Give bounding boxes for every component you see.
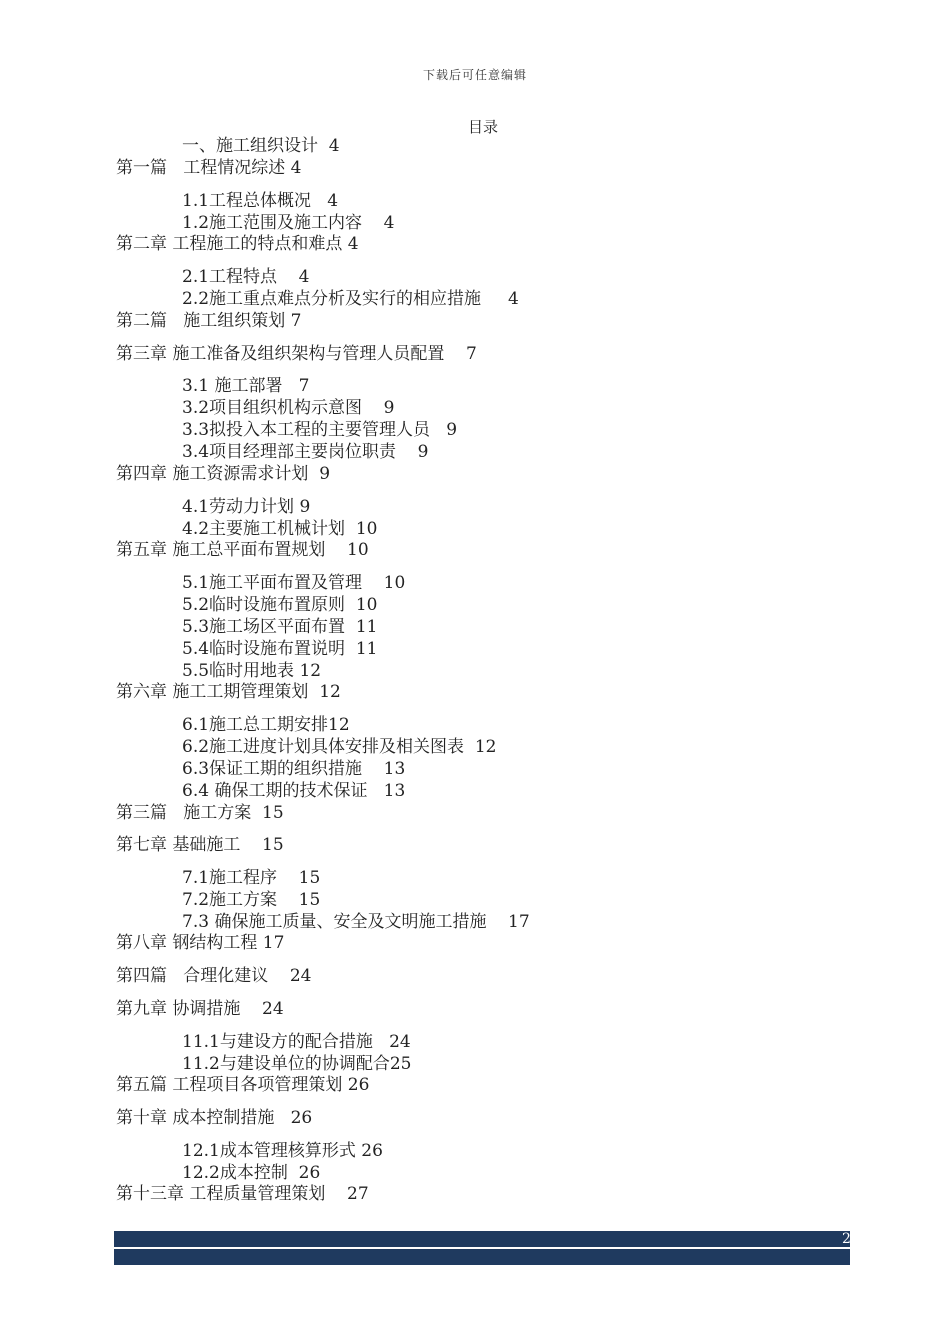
footer-band-bottom	[114, 1249, 850, 1265]
toc-entry[interactable]: 第四章 施工资源需求计划 9	[116, 464, 331, 484]
toc-entry[interactable]: 12.1成本管理核算形式 26	[182, 1141, 383, 1161]
toc-entry[interactable]: 5.2临时设施布置原则 10	[182, 595, 378, 615]
toc-entry[interactable]: 第七章 基础施工 15	[116, 835, 284, 855]
toc-entry[interactable]: 4.1劳动力计划 9	[182, 497, 311, 517]
footer-bar	[114, 1231, 850, 1265]
toc-entry[interactable]: 6.1施工总工期安排12	[182, 715, 350, 735]
toc-entry[interactable]: 第五章 施工总平面布置规划 10	[116, 540, 369, 560]
toc-entry[interactable]: 7.1施工程序 15	[182, 868, 321, 888]
toc-entry[interactable]: 第六章 施工工期管理策划 12	[116, 682, 341, 702]
toc-entry[interactable]: 3.2项目组织机构示意图 9	[182, 398, 395, 418]
toc-entry[interactable]: 1.2施工范围及施工内容 4	[182, 213, 395, 233]
toc-title: 目录	[467, 118, 498, 136]
toc-entry[interactable]: 第五篇 工程项目各项管理策划 26	[116, 1075, 370, 1095]
toc-entry[interactable]: 5.5临时用地表 12	[182, 661, 322, 681]
toc-entry[interactable]: 6.4 确保工期的技术保证 13	[182, 781, 406, 801]
toc-entry[interactable]: 3.1 施工部署 7	[182, 376, 310, 396]
toc-entry[interactable]: 6.2施工进度计划具体安排及相关图表 12	[182, 737, 497, 757]
toc-entry[interactable]: 3.3拟投入本工程的主要管理人员 9	[182, 420, 458, 440]
toc-entry[interactable]: 6.3保证工期的组织措施 13	[182, 759, 406, 779]
toc-entry[interactable]: 12.2成本控制 26	[182, 1163, 321, 1183]
toc-entry[interactable]: 第二篇 施工组织策划 7	[116, 311, 302, 331]
toc-entry[interactable]: 第九章 协调措施 24	[116, 999, 284, 1019]
page-number: 2	[842, 1231, 851, 1247]
toc-entry[interactable]: 1.1工程总体概况 4	[182, 191, 339, 211]
toc-entry[interactable]: 第十三章 工程质量管理策划 27	[116, 1184, 369, 1204]
toc-entry[interactable]: 5.1施工平面布置及管理 10	[182, 573, 406, 593]
footer-band-top	[114, 1231, 850, 1247]
toc-entry[interactable]: 5.3施工场区平面布置 11	[182, 617, 378, 637]
toc-entry[interactable]: 第三章 施工准备及组织架构与管理人员配置 7	[116, 344, 477, 364]
toc-entry[interactable]: 2.1工程特点 4	[182, 267, 310, 287]
toc-entry[interactable]: 第一篇 工程情况综述 4	[116, 158, 302, 178]
toc-entry[interactable]: 11.1与建设方的配合措施 24	[182, 1032, 411, 1052]
toc-entry[interactable]: 第四篇 合理化建议 24	[116, 966, 312, 986]
toc-entry[interactable]: 第二章 工程施工的特点和难点 4	[116, 234, 359, 254]
toc-entry[interactable]: 第八章 钢结构工程 17	[116, 933, 285, 953]
toc-entry[interactable]: 4.2主要施工机械计划 10	[182, 519, 378, 539]
toc-entry[interactable]: 7.3 确保施工质量、安全及文明施工措施 17	[182, 912, 530, 932]
toc-entry[interactable]: 7.2施工方案 15	[182, 890, 321, 910]
toc-entry[interactable]: 11.2与建设单位的协调配合25	[182, 1054, 412, 1074]
toc-entry[interactable]: 第三篇 施工方案 15	[116, 803, 284, 823]
toc-entry[interactable]: 第十章 成本控制措施 26	[116, 1108, 313, 1128]
toc-entry[interactable]: 2.2施工重点难点分析及实行的相应措施 4	[182, 289, 519, 309]
table-of-contents	[0, 136, 950, 1216]
toc-entry[interactable]: 一、施工组织设计 4	[182, 136, 340, 156]
toc-entry[interactable]: 5.4临时设施布置说明 11	[182, 639, 378, 659]
toc-entry[interactable]: 3.4项目经理部主要岗位职责 9	[182, 442, 429, 462]
header-note: 下载后可任意编辑	[422, 68, 527, 82]
